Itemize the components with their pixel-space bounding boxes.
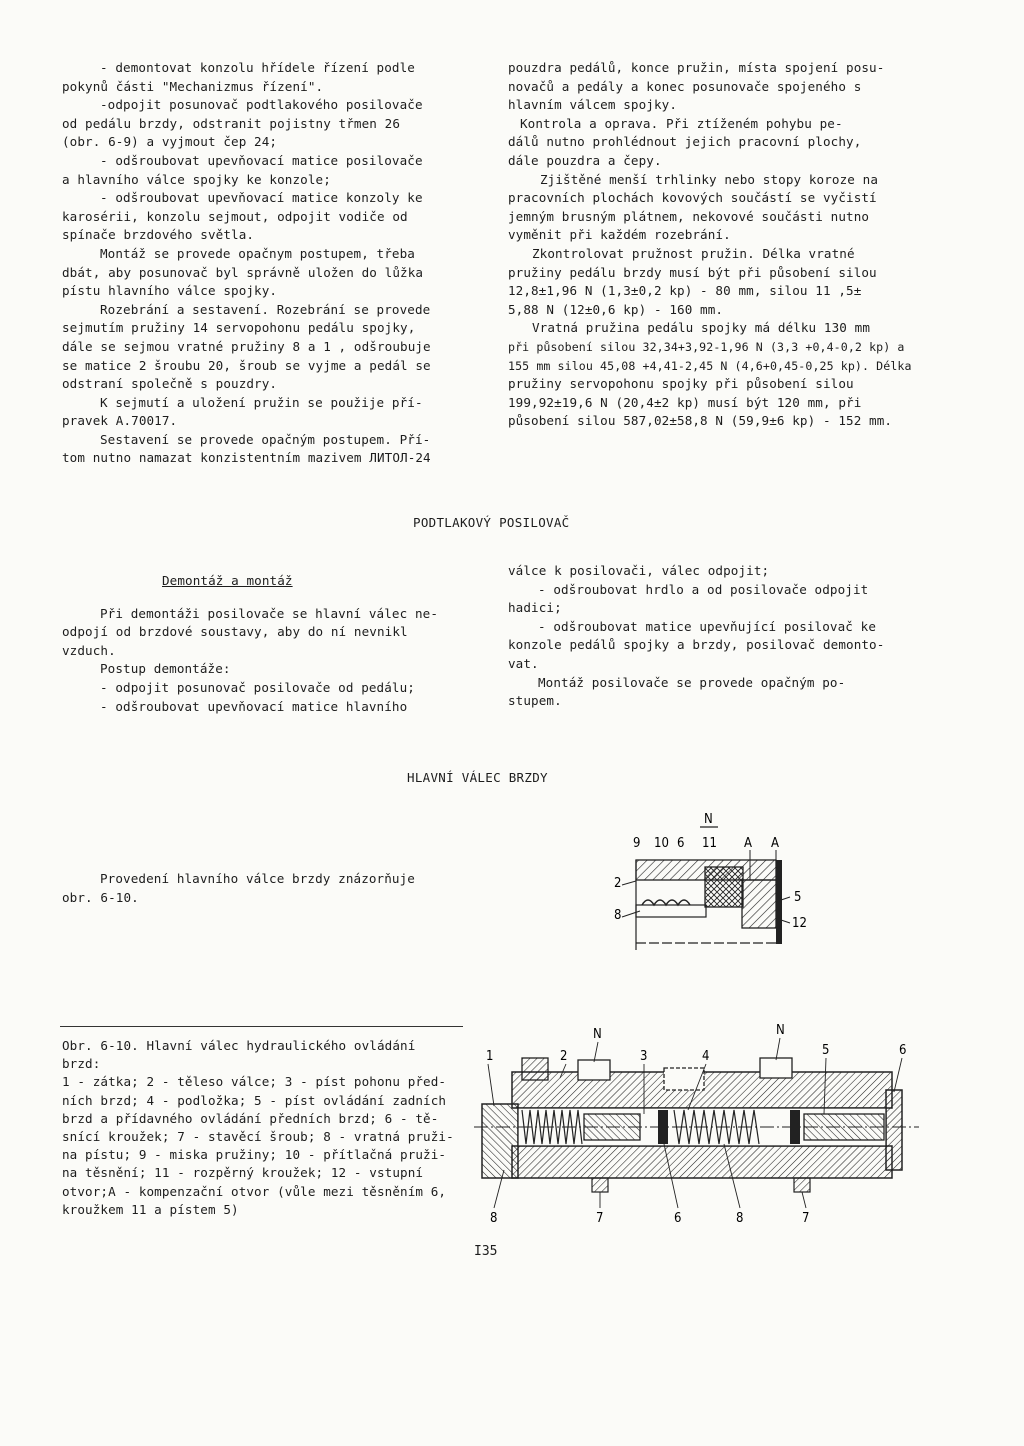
text-line: Montáž posilovače se provede opačným po- (538, 674, 846, 690)
text-line: Při demontáži posilovače se hlavní válec ne- (100, 605, 439, 621)
label-8-a: 8 (490, 1211, 498, 1226)
caption-line: na pístu; 9 - miska pružiny; 10 - přítlačná pruži- (62, 1147, 447, 1163)
text-line: Rozebrání a sestavení. Rozebrání se provede (100, 301, 431, 317)
caption-line: brzd: (62, 1056, 101, 1072)
text-line: válce k posilovači, válec odpojit; (508, 563, 770, 578)
label-A-2: A (771, 836, 779, 851)
text-line: Kontrola a oprava. Při ztíženém pohybu pe- (520, 115, 843, 131)
label-7-a: 7 (596, 1211, 604, 1226)
text-line: obr. 6-10. (62, 889, 139, 905)
text-line: vzduch. (62, 642, 116, 658)
text-line: 12,8±1,96 N (1,3±0,2 kp) - 80 mm, silou 11 ,5± (508, 283, 862, 299)
caption-line: 1 - zátka; 2 - těleso válce; 3 - píst pohonu před- (62, 1074, 447, 1090)
text-line: dále pouzdra a čepy. (508, 152, 662, 168)
text-line: - odšroubovat upevňovací matice hlavního (100, 698, 408, 714)
right-column-top (508, 59, 948, 431)
subheading: Demontáž a montáž (162, 573, 293, 588)
text-line: Postup demontáže: (100, 661, 231, 677)
label-2: 2 (560, 1049, 568, 1064)
text-line: 5,88 N (12±0,6 kp) - 160 mm. (508, 301, 724, 317)
text-line: pístu hlavního válce spojky. (62, 283, 278, 299)
text-line: - odšroubovat hrdlo a od posilovače odpojit (538, 581, 869, 597)
caption-line: kroužkem 11 a pístem 5) (62, 1201, 239, 1217)
text-line: dbát, aby posunovač byl správně uložen do lůžka (62, 264, 424, 280)
text-line: 199,92±19,6 N (20,4±2 kp) musí být 120 mm, při (508, 394, 862, 410)
text-line: pracovních plochách kovových součástí se vyčistí (508, 190, 877, 206)
text-line: (obr. 6-9) a vyjmout čep 24; (62, 134, 278, 150)
text-line: odstraní společně s pouzdry. (62, 376, 278, 392)
text-line: Provedení hlavního válce brzdy znázorňuje (100, 871, 415, 886)
detail-drawing (600, 805, 820, 970)
label-A-1: A (744, 836, 752, 851)
label-12: 12 (792, 916, 807, 931)
text-line: pokynů části "Mechanizmus řízení". (62, 78, 324, 94)
text-line: novačů a pedály a konec posunovače spojeného s (508, 78, 862, 94)
text-line: odpojí od brzdové soustavy, aby do ní nevnikl (62, 624, 408, 640)
text-line: dálů nutno prohlédnout jejich pracovní plochy, (508, 134, 862, 150)
text-line: pružiny servopohonu spojky při působení silou (508, 376, 854, 392)
cylinder-intro (62, 870, 462, 907)
caption-line: Obr. 6-10. Hlavní válec hydraulického ovládání (62, 1038, 416, 1053)
text-line: působení silou 587,02±58,8 N (59,9±6 kp) - 152 mm. (508, 413, 893, 429)
text-line: a hlavního válce spojky ke konzole; (62, 171, 331, 187)
text-line: - odšroubovat matice upevňující posilovač ke (538, 618, 877, 634)
label-8: 8 (614, 908, 622, 923)
text-line: jemným brusným plátnem, nekovové součásti nutno (508, 208, 870, 224)
text-line: od pedálu brzdy, odstranit pojistny třmen 26 (62, 115, 401, 131)
booster-left-column (62, 572, 472, 716)
text-line: při působení silou 32,34+3,92-1,96 N (3,3 +0,4-0,2 kp) a (508, 339, 905, 354)
text-line: spínače brzdového světla. (62, 227, 255, 243)
text-line: sejmutím pružiny 14 servopohonu pedálu spojky, (62, 320, 416, 336)
label-6: 6 (899, 1043, 907, 1058)
text-line: K sejmutí a uložení pružin se použije pří- (100, 394, 423, 410)
text-line: - odšroubovat upevňovací matice konzoly ke (100, 190, 423, 206)
text-line: - demontovat konzolu hřídele řízení podle (100, 60, 415, 75)
caption-line: snící kroužek; 7 - stavěcí šroub; 8 - vratná pruži- (62, 1129, 454, 1145)
label-8-b: 8 (736, 1211, 744, 1226)
label-11: 11 (702, 836, 717, 851)
label-10: 10 (654, 836, 669, 851)
text-line: hadici; (508, 600, 562, 616)
figure-caption (62, 1037, 482, 1219)
label-3: 3 (640, 1049, 648, 1064)
text-line: hlavním válcem spojky. (508, 97, 678, 113)
text-line: - odšroubovat upevňovací matice posilovače (100, 152, 423, 168)
label-N-2: N (776, 1023, 785, 1038)
caption-line: otvor;A - kompenzační otvor (vůle mezi těsněním 6, (62, 1183, 447, 1199)
text-line: dále se sejmou vratné pružiny 8 a 1 , odšroubuje (62, 338, 431, 354)
text-line: tom nutno namazat konzistentním mazivem ЛИТОЛ-24 (62, 450, 431, 466)
text-line: -odpojit posunovač podtlakového posilovače (100, 97, 423, 113)
text-line: Montáž se provede opačnym postupem, třeba (100, 245, 415, 261)
text-line: karosérii, konzolu sejmout, odpojit vodiče od (62, 208, 408, 224)
master-cylinder-drawing (474, 1022, 924, 1227)
text-line: 155 mm silou 45,08 +4,41-2,45 N (4,6+0,45-0,25 kp). Délka (508, 358, 912, 373)
caption-rule (60, 1026, 463, 1027)
text-line: - odpojit posunovač posilovače od pedálu; (100, 679, 415, 695)
text-line: pouzdra pedálů, konce pružin, místa spojení posu- (508, 60, 885, 75)
page-number: I35 (474, 1244, 498, 1259)
label-7-b: 7 (802, 1211, 810, 1226)
section-heading-cylinder: HLAVNÍ VÁLEC BRZDY (407, 770, 548, 785)
label-6: 6 (677, 836, 685, 851)
label-N: N (704, 812, 713, 827)
label-1: 1 (486, 1049, 494, 1064)
text-line: konzole pedálů spojky a brzdy, posilovač demonto- (508, 637, 885, 653)
booster-right-column (508, 562, 928, 711)
text-line: pravek A.70017. (62, 413, 178, 429)
caption-line: brzd a přídavného ovládání předních brzd; 6 - tě- (62, 1110, 439, 1126)
label-4: 4 (702, 1049, 710, 1064)
label-N-1: N (593, 1027, 602, 1042)
label-5: 5 (794, 890, 802, 905)
text-line: stupem. (508, 693, 562, 709)
caption-line: ních brzd; 4 - podložka; 5 - píst ovládání zadních (62, 1092, 447, 1108)
label-2: 2 (614, 876, 622, 891)
label-5: 5 (822, 1043, 830, 1058)
caption-line: na těsnění; 11 - rozpěrný kroužek; 12 - vstupní (62, 1165, 424, 1181)
text-line: Zjištěné menší trhlinky nebo stopy koroze na (540, 171, 879, 187)
text-line: pružiny pedálu brzdy musí být při působení silou (508, 264, 877, 280)
text-line: Zkontrolovat pružnost pružin. Délka vratné (532, 245, 855, 261)
text-line: se matice 2 šroubu 20, šroub se vyjme a pedál se (62, 357, 431, 373)
text-line: Sestavení se provede opačným postupem. Pří- (100, 431, 431, 447)
section-heading-booster: PODTLAKOVÝ POSILOVAČ (413, 515, 570, 530)
left-column-top (62, 59, 462, 468)
text-line: Vratná pružina pedálu spojky má délku 130 mm (532, 320, 871, 336)
label-9: 9 (633, 836, 641, 851)
label-6-b: 6 (674, 1211, 682, 1226)
text-line: vyměnit při každém rozebrání. (508, 227, 731, 243)
text-line: vat. (508, 655, 539, 671)
